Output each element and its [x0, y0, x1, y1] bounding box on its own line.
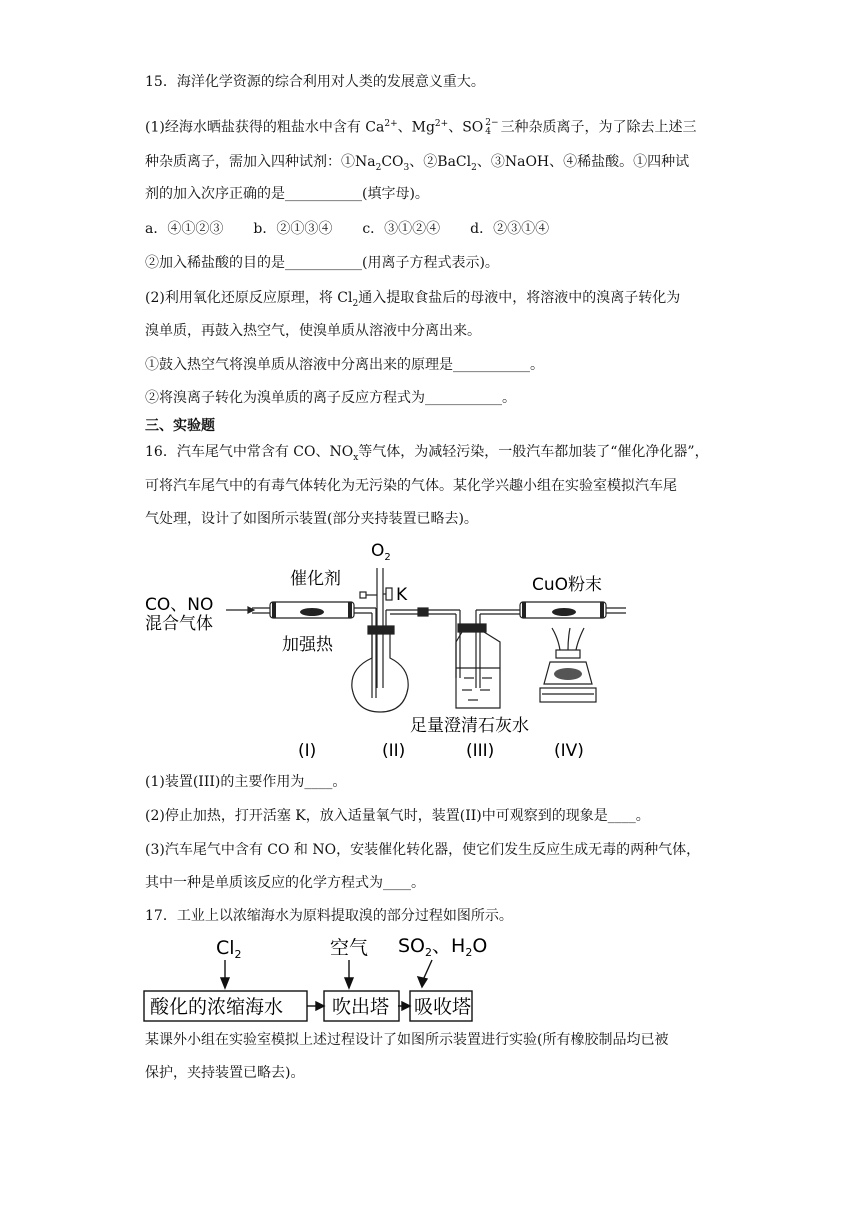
apparatus-figure	[140, 538, 640, 768]
figure-label-iv: (IV)	[554, 741, 584, 761]
valve-k-label: K	[396, 585, 408, 605]
box-seawater: 酸化的浓缩海水	[150, 996, 284, 1018]
oxygen-label: $O_2$	[371, 541, 391, 563]
q15-paragraph-6: 溴单质，再鼓入热空气，使溴单质从溶液中分离出来。	[145, 323, 481, 339]
q15-paragraph-5: (2)利用氧化还原反应原理，将 $Cl_2$通入提取食盐后的母液中，将溶液中的溴离子转化为	[145, 290, 681, 309]
q15-paragraph-1: (1)经海水晒盐获得的粗盐水中含有 $Ca^{2+}$、$Mg^{2+}$、SO 2− 4 三种杂质离子，为了除去上述三	[145, 117, 697, 137]
q16-paragraph-2: 可将汽车尾气中的有毒气体转化为无污染的气体。某化学兴趣小组在实验室模拟汽车尾	[145, 478, 677, 494]
limewater-label: 足量澄清石灰水	[410, 716, 529, 736]
box-blowout-tower: 吹出塔	[332, 996, 390, 1018]
q16-paragraph-1: 16．汽车尾气中常含有 CO、$NO_x$等气体，为减轻污染，一般汽车都加装了“催化净化器”，	[145, 444, 709, 463]
catalyst-label: 催化剂	[290, 569, 341, 589]
q16-answer-3: (3)汽车尾气中含有 CO 和 NO，安装催化转化器，使它们发生反应生成无毒的两种气体，	[145, 842, 701, 858]
q15-paragraph-8: ②将溴离子转化为溴单质的离子反应方程式为___________。	[145, 390, 516, 406]
air-label: 空气	[330, 937, 369, 959]
q17-paragraph-2: 某课外小组在实验室模拟上述过程设计了如图所示装置进行实验(所有橡胶制品均已被	[145, 1032, 669, 1048]
q17-paragraph-1: 17．工业上以浓缩海水为原料提取溴的部分过程如图所示。	[145, 908, 513, 924]
q16-paragraph-3: 气处理，设计了如图所示装置(部分夹持装置已略去)。	[145, 511, 478, 527]
cl2-label: $Cl_2$	[216, 937, 242, 961]
figure-label-ii: (II)	[382, 741, 406, 761]
q15-paragraph-2: 种杂质离子，需加入四种试剂：$①Na_2CO_3$、②BaCl$_2$、③NaOH、④稀盐酸。①四种试	[145, 154, 690, 173]
q16-answer-4: 其中一种是单质该反应的化学方程式为____。	[145, 875, 425, 891]
heat-label: 加强热	[282, 635, 333, 655]
gas-inlet-label-1: CO、NO	[145, 595, 214, 615]
section-heading: 三、实验题	[145, 418, 215, 434]
q15-paragraph-7: ①鼓入热空气将溴单质从溶液中分离出来的原理是___________。	[145, 357, 544, 373]
option-c: c．③①②④	[362, 221, 441, 237]
q15-options	[145, 219, 579, 239]
box-absorption-tower: 吸收塔	[414, 996, 472, 1018]
so2-h2o-label: $SO_2$、$H_2O$	[398, 935, 488, 959]
gas-inlet-label-2: 混合气体	[145, 614, 213, 634]
q17-paragraph-3: 保护，夹持装置已略去)。	[145, 1065, 305, 1081]
option-b: b．②①③④	[253, 221, 333, 237]
figure-label-i: (I)	[298, 741, 317, 761]
q15-paragraph-3: 剂的加入次序正确的是___________(填字母)。	[145, 186, 429, 202]
q15-paragraph-4: ②加入稀盐酸的目的是___________(用离子方程式表示)。	[145, 255, 499, 271]
flow-diagram	[140, 930, 500, 1026]
q15-title: 15．海洋化学资源的综合利用对人类的发展意义重大。	[145, 74, 485, 90]
q16-answer-1: (1)装置(III)的主要作用为____。	[145, 774, 347, 790]
cuo-label: CuO粉末	[532, 575, 603, 595]
option-a: a．④①②③	[145, 221, 224, 237]
option-d: d．②③①④	[470, 221, 550, 237]
q16-answer-2: (2)停止加热，打开活塞 K，放入适量氧气时，装置(II)中可观察到的现象是____。	[145, 808, 650, 824]
figure-label-iii: (III)	[466, 741, 495, 761]
